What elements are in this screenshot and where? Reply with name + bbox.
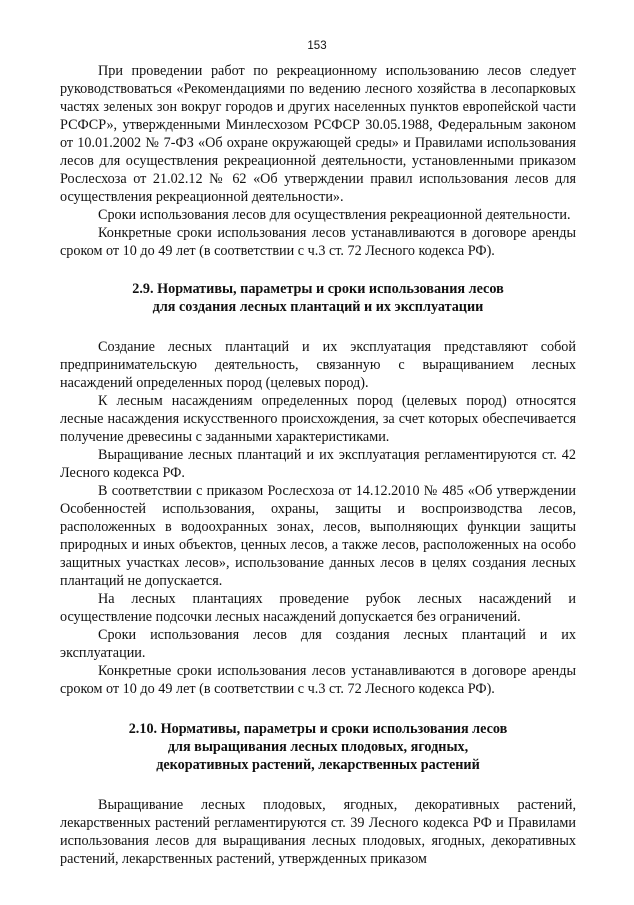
paragraph: Выращивание лесных плантаций и их эксплуатация регламентируются ст. 42 Лесного кодекса РФ.: [60, 447, 576, 481]
heading-line: декоративных растений, лекарственных растений: [156, 757, 480, 773]
paragraph: Сроки использования лесов для создания лесных плантаций и их эксплуатации.: [60, 627, 576, 661]
paragraph: Конкретные сроки использования лесов устанавливаются в договоре аренды сроком от 10 до 49 лет (в соответствии с ч.3 ст. 72 Лесного кодекса РФ).: [60, 225, 576, 259]
heading-line: 2.10. Нормативы, параметры и сроки использования лесов: [128, 721, 508, 737]
section-heading-2-9: [60, 280, 576, 316]
paragraph: Сроки использования лесов для осуществления рекреационной деятельности.: [98, 207, 571, 223]
paragraph: Выращивание лесных плодовых, ягодных, декоративных растений, лекарственных растений регламентируются ст. 39 Лесного кодекса РФ и Правилами использования лесов для выращивания лесных плодовых, ягодных, декоративных растений, лекарственных растений, утвержденных приказом: [60, 797, 576, 867]
paragraph: При проведении работ по рекреационному использованию лесов следует руководствоваться «Рекомендациями по ведению лесного хозяйства в лесопарковых частях зеленых зон вокруг городов и других населенных пунктов европейской части РСФСР», утвержденными Минлесхозом РСФСР 30.05.1988, Федеральным законом от 10.01.2002 № 7-ФЗ «Об охране окружающей среды» и Правилами использования лесов для осуществления рекреационной деятельности, установленными приказом Рослесхоза от 21.02.12 № 62 «Об утверждении правил использования лесов для осуществления рекреационной деятельности».: [60, 63, 576, 205]
page-number: 153: [307, 40, 327, 52]
paragraph: Конкретные сроки использования лесов устанавливаются в договоре аренды сроком от 10 до 49 лет (в соответствии с ч.3 ст. 72 Лесного кодекса РФ).: [60, 663, 576, 697]
heading-line: для выращивания лесных плодовых, ягодных,: [167, 739, 469, 755]
paragraph: В соответствии с приказом Рослесхоза от 14.12.2010 № 485 «Об утверждении Особенностей использования, охраны, защиты и воспроизводства лесов, расположенных в водоохранных зонах, лесов, выполняющих функции защиты природных и иных объектов, ценных лесов, а также лесов, расположенных на особо защитных участках лесов», использование данных лесов в целях создания лесных плантаций не допускается.: [60, 483, 576, 589]
paragraph: Создание лесных плантаций и их эксплуатация представляют собой предпринимательскую деятельность, связанную с выращиванием лесных насаждений определенных пород (целевых пород).: [60, 339, 576, 391]
heading-line: 2.9. Нормативы, параметры и сроки использования лесов: [132, 281, 504, 297]
paragraph: К лесным насаждениям определенных пород (целевых пород) относятся лесные насаждения искусственного происхождения, за счет которых обеспечивается получение древесины с заданными характеристиками.: [60, 393, 576, 445]
paragraph: На лесных плантациях проведение рубок лесных насаждений и осуществление подсочки лесных насаждений допускается без ограничений.: [60, 591, 576, 625]
heading-line: для создания лесных плантаций и их эксплуатации: [152, 299, 484, 315]
page-content: [60, 62, 576, 868]
section-heading-2-10: [60, 720, 576, 774]
